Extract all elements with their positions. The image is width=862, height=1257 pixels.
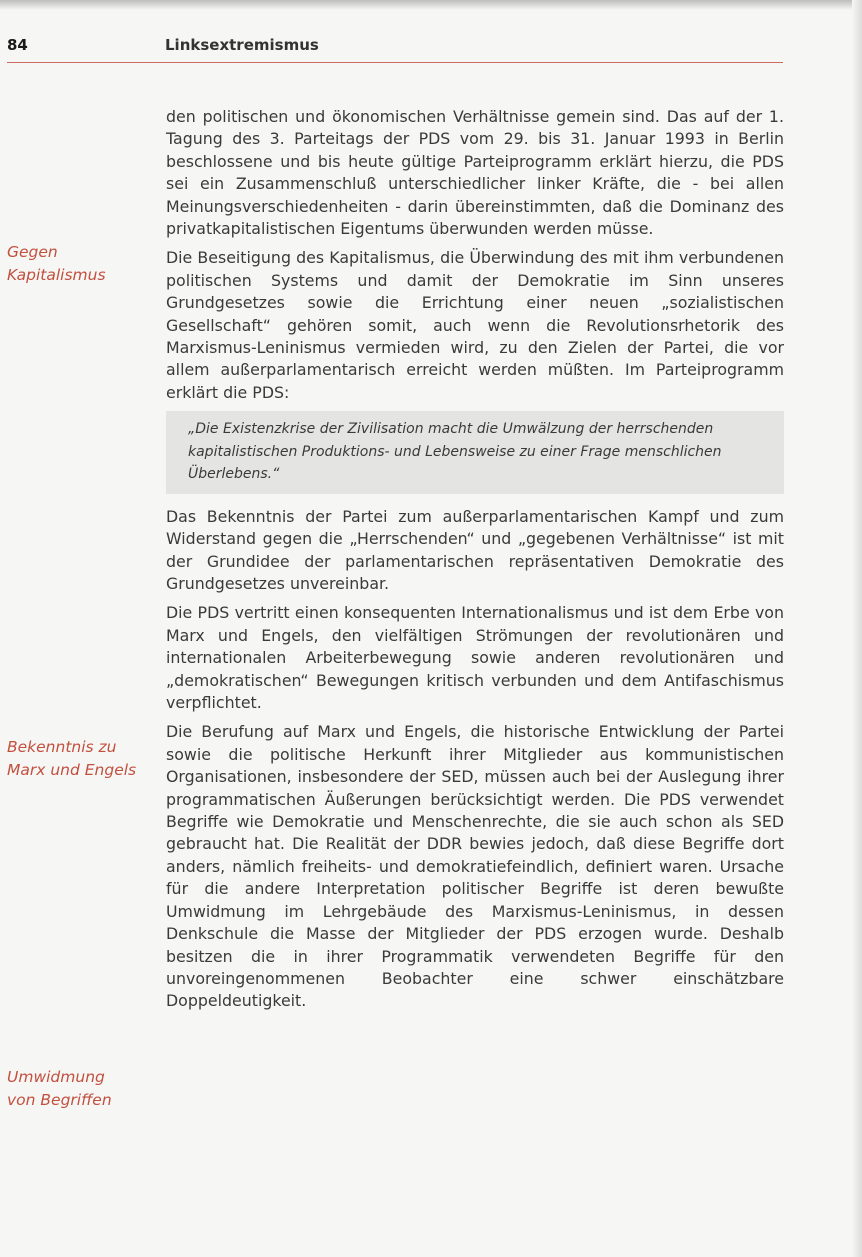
margin-note-line: Bekenntnis zu — [7, 738, 117, 756]
margin-note-gegen-kapitalismus — [7, 241, 157, 286]
margin-note-line: Marx und Engels — [7, 760, 137, 779]
margin-note-line: Kapitalismus — [7, 265, 106, 284]
body-paragraph: Die Beseitigung des Kapitalismus, die Überwindung des mit ihm verbundenen politischen Systems und damit der Demokratie im Sinn unseres Grundgesetzes sowie die Errichtung einer neuen „sozialistischen Gesellschaft“ gehören somit, auch wenn die Revolutionsrhetorik des Marxismus-Leninismus vermieden wird, zu den Zielen der Partei, die vor allem außerparlamentarisch erreicht werden müßten. Im Parteiprogramm erklärt die PDS: — [166, 248, 784, 402]
body-paragraph: Die PDS vertritt einen konsequenten Internationalismus und ist dem Erbe von Marx und Engels, den vielfältigen Strömungen der revolutionären und internationalen Arbeiterbewegung sowie anderen revolutionären und „demokratischen“ Bewegungen kritisch verbunden und dem Antifaschismus verpflichtet. — [166, 603, 784, 713]
program-quote: „Die Existenzkrise der Zivilisation macht die Umwälzung der herrschenden kapitalistischen Produktions- und Lebensweise zu einer Frage menschlichen Überlebens.“ — [166, 411, 784, 494]
page-number: 84 — [7, 36, 28, 54]
body-paragraph: Die Berufung auf Marx und Engels, die historische Entwicklung der Partei sowie die politische Herkunft ihrer Mitglieder aus kommunistischen Organisationen, insbesondere der SED, müssen auch bei der Auslegung ihrer programmatischen Äußerungen berücksichtigt werden. Die PDS verwendet Begriffe wie Demokratie und Menschenrechte, die sie auch schon als SED gebraucht hat. Die Realität der DDR bewies jedoch, daß diese Begriffe dort anders, nämlich freiheits- und demokratiefeindlich, definiert waren. Ursache für die andere Interpretation politischer Begriffe ist deren bewußte Umwidmung im Lehrgebäude des Marxismus-Leninismus, in dessen Denkschule die Masse der Mitglieder der PDS erzogen wurde. Deshalb besitzen die in ihrer Programmatik verwendeten Begriffe für den unvoreingenommenen Beobachter eine schwer einschätzbare Doppeldeutigkeit. — [166, 722, 784, 1011]
page-header — [7, 36, 783, 63]
page-top-shadow — [0, 0, 862, 10]
main-text-column — [166, 106, 784, 1020]
running-head: Linksextremismus — [165, 36, 319, 54]
page-right-edge — [852, 0, 862, 1257]
margin-note-umwidmung-begriffe — [7, 1066, 157, 1111]
body-paragraph: den politischen und ökonomischen Verhältnisse gemein sind. Das auf der 1. Tagung des 3. Parteitags der PDS vom 29. bis 31. Januar 1993 in Berlin beschlossene und bis heute gültige Parteiprogramm erklärt hierzu, die PDS sei ein Zusammenschluß unterschiedlicher linker Kräfte, die - bei allen Meinungsverschiedenheiten - darin übereinstimmten, daß die Dominanz des privatkapitalistischen Eigentums überwunden werden müsse. — [166, 107, 784, 239]
margin-note-line: Gegen — [7, 243, 58, 261]
margin-note-bekenntnis-marx-engels — [7, 736, 157, 781]
body-paragraph: Das Bekenntnis der Partei zum außerparlamentarischen Kampf und zum Widerstand gegen die „Herrschenden“ und „gegebenen Verhältnisse“ ist mit der Grundidee der parlamentarischen repräsentativen Demokratie des Grundgesetzes unvereinbar. — [166, 506, 784, 593]
margin-note-line: von Begriffen — [7, 1090, 112, 1109]
margin-note-line: Umwidmung — [7, 1068, 105, 1086]
